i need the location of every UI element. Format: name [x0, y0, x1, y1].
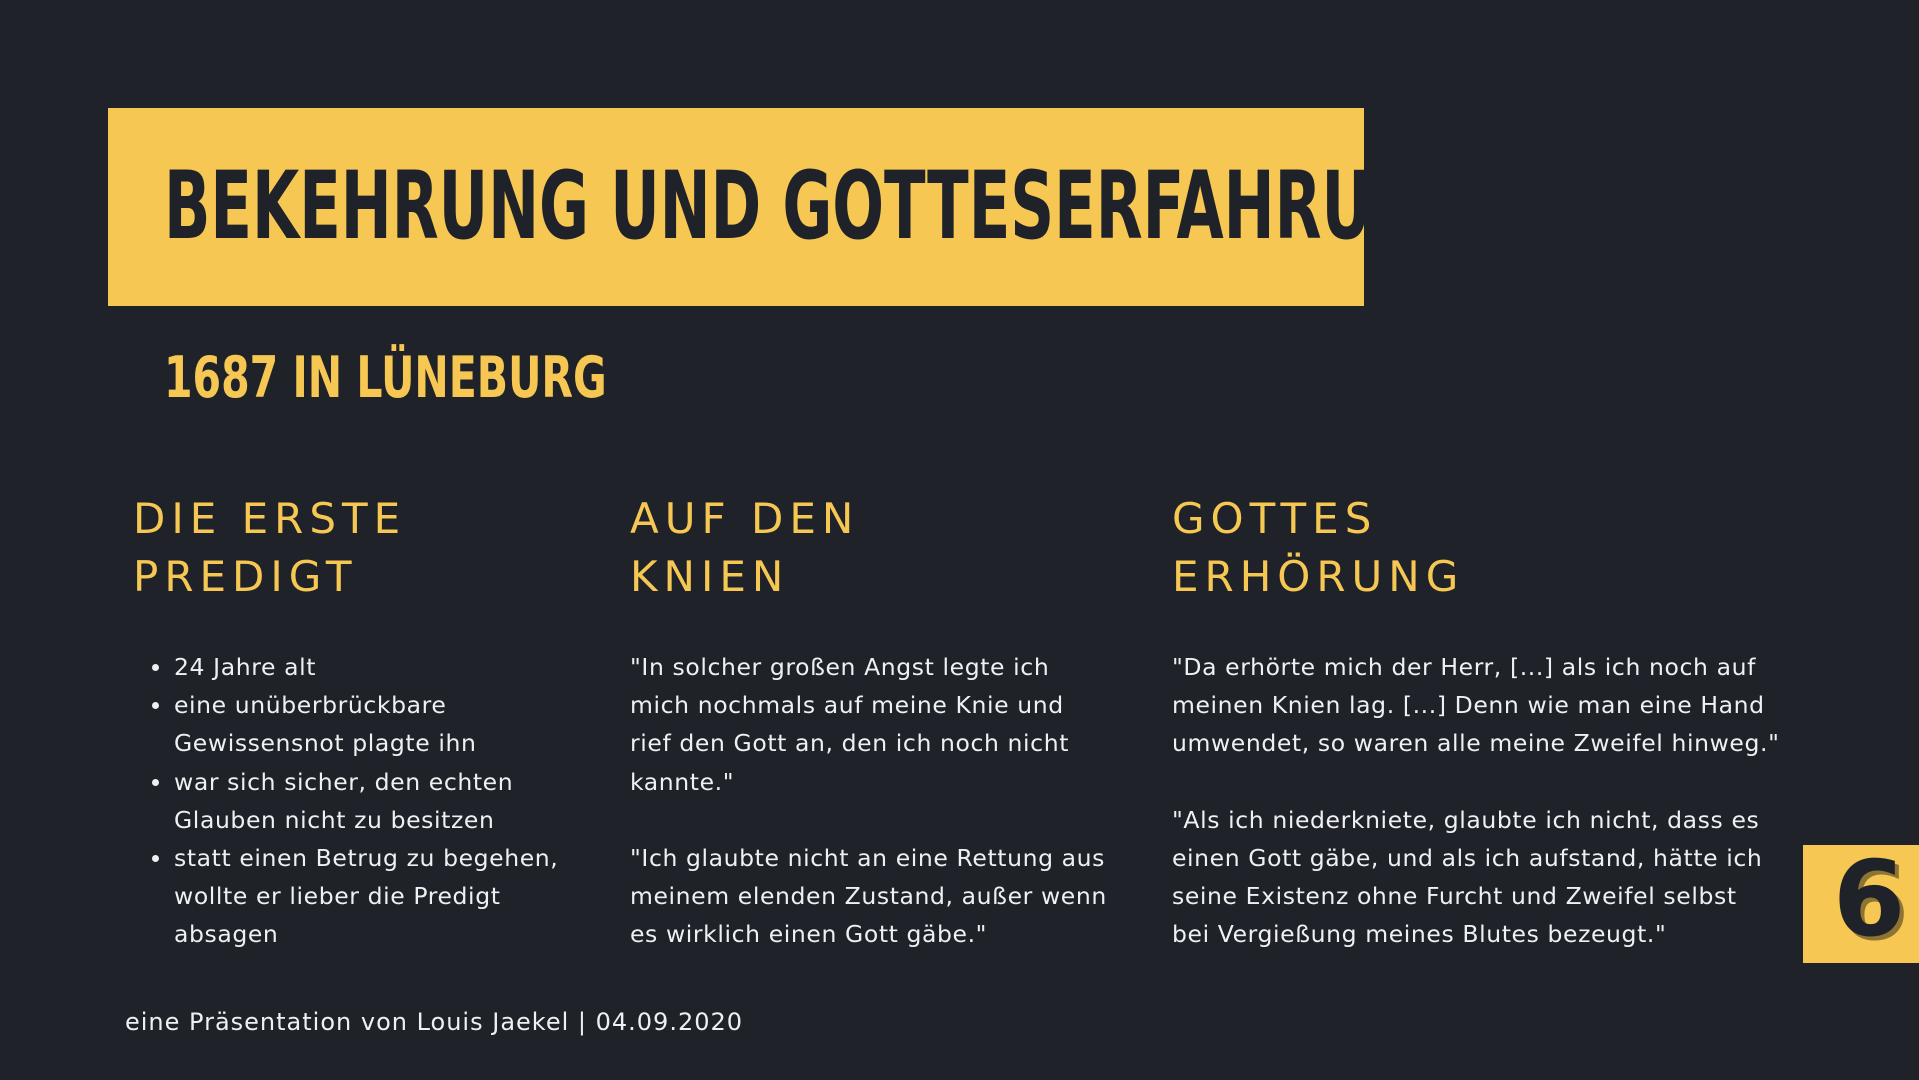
quote-line: "Da erhörte mich der Herr, [...] als ich noch auf	[1172, 653, 1756, 681]
quote-spacer	[630, 801, 1107, 839]
column-heading-line: KNIEN	[630, 552, 790, 601]
quote-spacer	[1172, 763, 1779, 801]
quote-line: umwendet, so waren alle meine Zweifel hinweg."	[1172, 729, 1780, 758]
quote	[1172, 648, 1779, 763]
column-body	[630, 648, 1107, 954]
quote	[1172, 801, 1779, 954]
column-gottes-erhoerung	[1172, 490, 1780, 949]
quote-line: meinen Knien lag. [...] Denn wie man eine Hand	[1172, 691, 1765, 720]
quote-line: es wirklich einen Gott gäbe."	[630, 920, 988, 949]
quote	[630, 648, 1107, 801]
quote-line: bei Vergießung meines Blutes bezeugt."	[1172, 920, 1667, 949]
column-heading-line: AUF DEN	[630, 494, 860, 543]
bullet-text-line: 24 Jahre alt	[174, 653, 317, 681]
bullet-text-line: Gewissensnot plagte ihn	[174, 729, 477, 758]
page-number: 6	[1833, 838, 1906, 960]
bullet-list	[133, 648, 558, 954]
quote	[630, 839, 1107, 954]
footer-credit: eine Präsentation von Louis Jaekel | 04.09.2020	[125, 1008, 744, 1036]
bullet-item	[133, 686, 558, 762]
quote-line: kannte."	[630, 767, 735, 796]
bullet-item	[133, 839, 558, 954]
title-banner	[108, 108, 1472, 306]
slide-subtitle: 1687 IN LÜNEBURG	[164, 345, 607, 411]
column-auf-den-knien	[630, 490, 1107, 949]
column-heading-line: GOTTES	[1172, 494, 1378, 543]
bullet-item	[133, 763, 558, 839]
quote-line: mich nochmals auf meine Knie und	[630, 691, 1064, 720]
column-heading	[133, 490, 593, 606]
bullet-text-line: war sich sicher, den echten	[174, 767, 514, 796]
column-heading-line: DIE ERSTE	[133, 494, 407, 543]
bullet-text-line: absagen	[174, 920, 279, 949]
bullet-text-line: Glauben nicht zu besitzen	[174, 805, 495, 834]
quote-line: "Ich glaubte nicht an eine Rettung aus	[630, 844, 1105, 872]
column-body	[133, 648, 558, 954]
slide-title: BEKEHRUNG UND GOTTESERFAHRUNG	[164, 152, 1472, 261]
column-heading-line: ERHÖRUNG	[1172, 552, 1465, 601]
bullet-item	[133, 648, 558, 686]
bullet-text-line: eine unüberbrückbare	[174, 691, 447, 720]
column-heading	[630, 490, 1100, 606]
quote-line: einen Gott gäbe, und als ich aufstand, hätte ich	[1172, 844, 1763, 872]
quote-line: "Als ich niederkniete, glaubte ich nicht, dass es	[1172, 805, 1760, 834]
quote-line: rief den Gott an, den ich noch nicht	[630, 729, 1070, 758]
page-number-badge	[1803, 838, 1919, 963]
quote-line: "In solcher großen Angst legte ich	[630, 653, 1050, 681]
bullet-text-line: wollte er lieber die Predigt	[174, 882, 501, 911]
column-heading-line: PREDIGT	[133, 552, 358, 601]
column-erste-predigt	[133, 490, 593, 949]
bullet-text-line: statt einen Betrug zu begehen,	[174, 844, 559, 873]
column-body	[1172, 648, 1779, 954]
quote-line: seine Existenz ohne Furcht und Zweifel selbst	[1172, 882, 1737, 911]
quote-line: meinem elenden Zustand, außer wenn	[630, 882, 1107, 911]
column-heading	[1172, 490, 1772, 606]
